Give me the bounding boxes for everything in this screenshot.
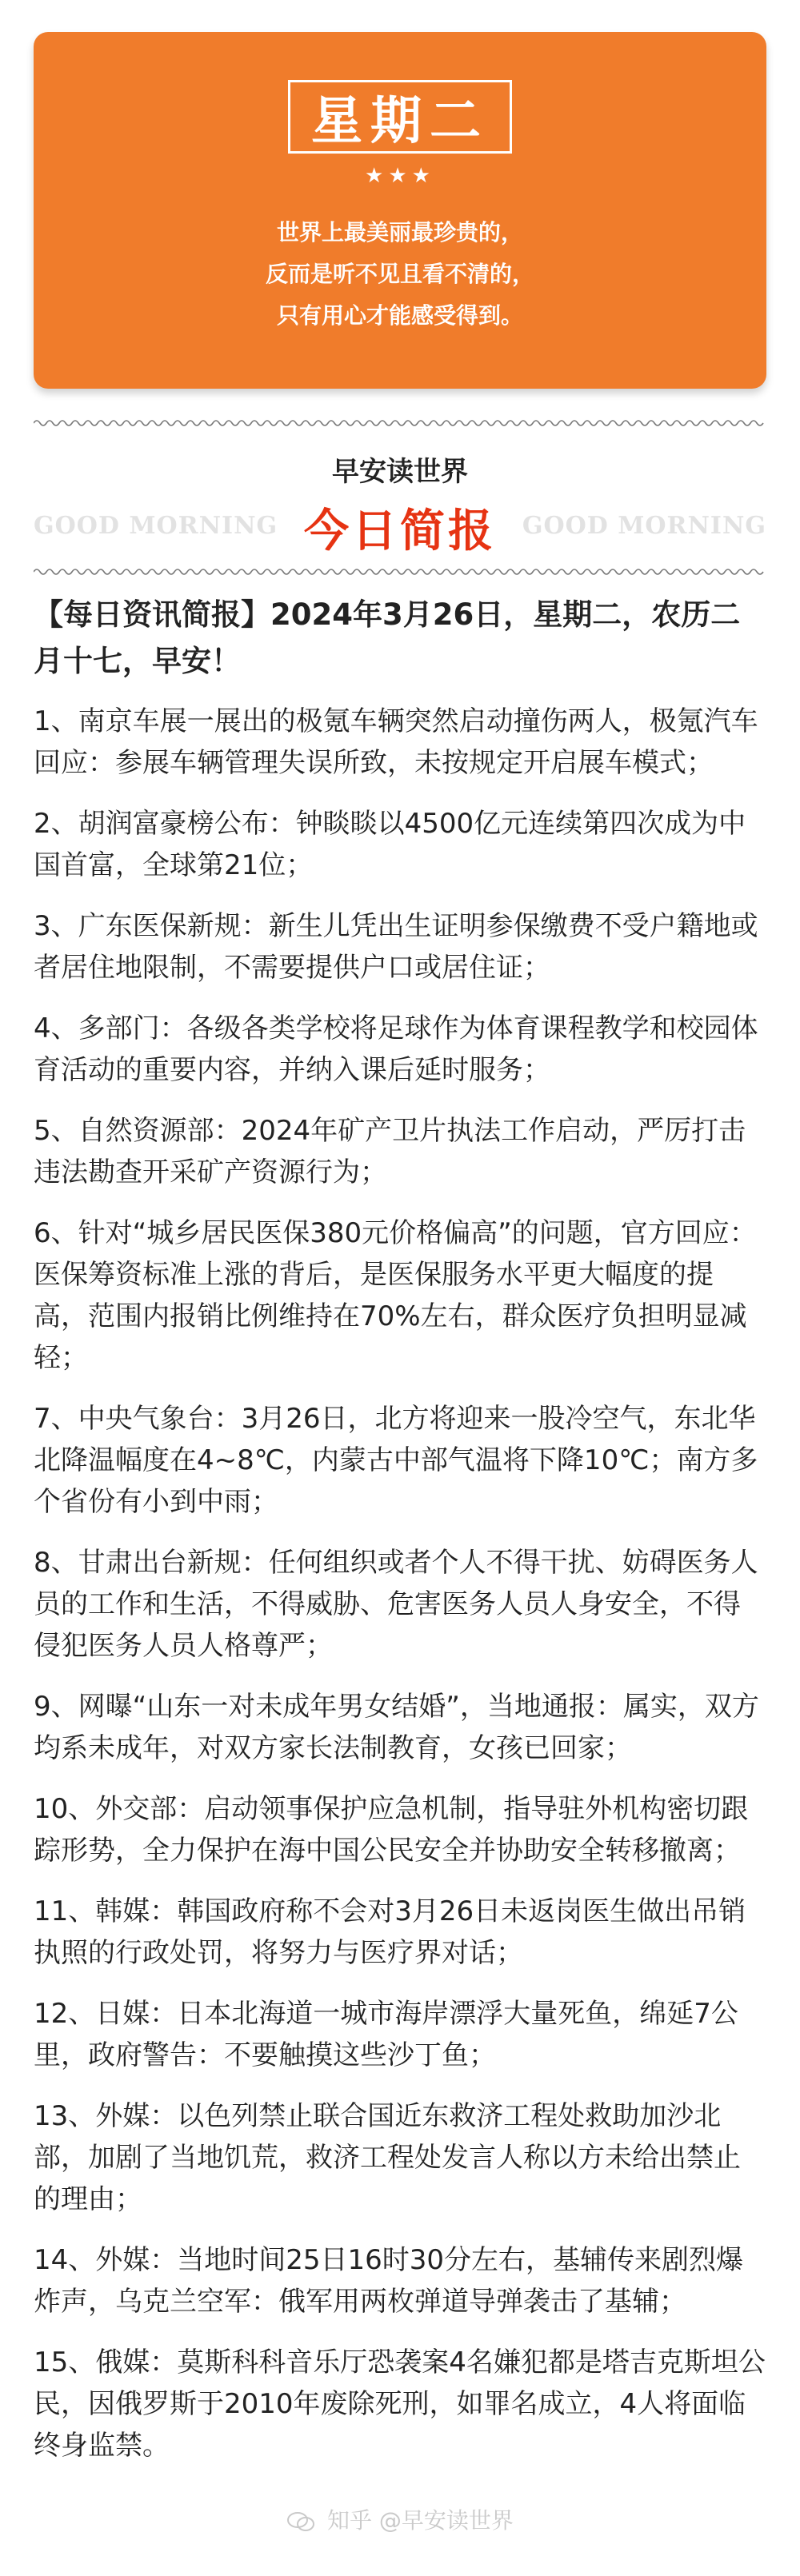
quote-line: 只有用心才能感受得到。 bbox=[276, 302, 523, 329]
day-box bbox=[288, 80, 512, 154]
wave-divider-bottom bbox=[34, 566, 766, 577]
briefing-intro: 【每日资讯简报】2024年3月26日，星期二，农历二月十七，早安！ bbox=[34, 597, 741, 678]
quote-line: 反而是听不见且看不清的， bbox=[265, 261, 534, 287]
news-item: 13、外媒：以色列禁止联合国近东救济工程处救助加沙北部，加剧了当地饥荒，救济工程处发言人称以方未给出禁止的理由； bbox=[34, 2100, 741, 2215]
watermark-text: 知乎 @早安读世界 bbox=[327, 2507, 514, 2534]
news-item: 9、网曝“山东一对未成年男女结婚”，当地通报：属实，双方均系未成年，对双方家长法制教育，女孩已回家； bbox=[34, 1691, 759, 1764]
news-item: 6、针对“城乡居民医保380元价格偏高”的问题，官方回应：医保筹资标准上涨的背后，是医保服务水平更大幅度的提高，范围内报销比例维持在70%左右，群众医疗负担明显减轻； bbox=[34, 1217, 757, 1374]
news-item: 8、甘肃出台新规：任何组织或者个人不得干扰、妨碍医务人员的工作和生活，不得威胁、危害医务人员人身安全，不得侵犯医务人员人格尊严； bbox=[34, 1547, 758, 1662]
news-item: 11、韩媒：韩国政府称不会对3月26日未返岗医生做出吊销执照的行政处罚，将努力与医疗界对话； bbox=[34, 1895, 746, 1969]
wechat-icon bbox=[286, 2510, 315, 2533]
brand-title: 早安读世界 bbox=[332, 456, 468, 488]
banner-quote bbox=[34, 212, 766, 337]
footer-watermark bbox=[0, 2503, 800, 2535]
news-item: 4、多部门：各级各类学校将足球作为体育课程教学和校园体育活动的重要内容，并纳入课后延时服务； bbox=[34, 1012, 758, 1086]
wave-divider-top bbox=[34, 417, 766, 429]
news-item: 5、自然资源部：2024年矿产卫片执法工作启动，严厉打击违法勘查开采矿产资源行为； bbox=[34, 1115, 746, 1188]
news-item: 15、俄媒：莫斯科科音乐厅恐袭案4名嫌犯都是塔吉克斯坦公民，因俄罗斯于2010年废除死刑，如罪名成立，4人将面临终身监禁。 bbox=[34, 2346, 766, 2462]
good-morning-right: GOOD MORNING bbox=[522, 512, 766, 540]
news-item: 1、南京车展一展出的极氪车辆突然启动撞伤两人，极氪汽车回应：参展车辆管理失误所致，未按规定开启展车模式； bbox=[34, 705, 758, 779]
weekday-label: 星期二 bbox=[311, 91, 489, 151]
news-item: 12、日媒：日本北海道一城市海岸漂浮大量死鱼，绵延7公里，政府警告：不要触摸这些沙丁鱼； bbox=[34, 1998, 738, 2071]
news-item: 3、广东医保新规：新生儿凭出生证明参保缴费不受户籍地或者居住地限制，不需要提供户口或居住证； bbox=[34, 910, 758, 984]
quote-line: 世界上最美丽最珍贵的， bbox=[276, 219, 523, 246]
briefing-content bbox=[34, 592, 766, 2486]
quote-banner bbox=[34, 32, 766, 389]
news-item: 7、中央气象台：3月26日，北方将迎来一股冷空气，东北华北降温幅度在4~8℃，内蒙古中部气温将下降10℃；南方多个省份有小到中雨； bbox=[34, 1403, 758, 1518]
today-briefing-title: 今日简报 bbox=[304, 505, 496, 557]
good-morning-left: GOOD MORNING bbox=[34, 512, 278, 540]
stars-decoration: ★★★ bbox=[365, 164, 435, 188]
news-item: 14、外媒：当地时间25日16时30分左右，基辅传来剧烈爆炸声，乌克兰空军：俄军用两枚弹道导弹袭击了基辅； bbox=[34, 2244, 744, 2318]
news-item: 2、胡润富豪榜公布：钟睒睒以4500亿元连续第四次成为中国首富，全球第21位； bbox=[34, 808, 746, 881]
news-item: 10、外交部：启动领事保护应急机制，指导驻外机构密切跟踪形势，全力保护在海中国公民安全并协助安全转移撤离； bbox=[34, 1793, 749, 1867]
